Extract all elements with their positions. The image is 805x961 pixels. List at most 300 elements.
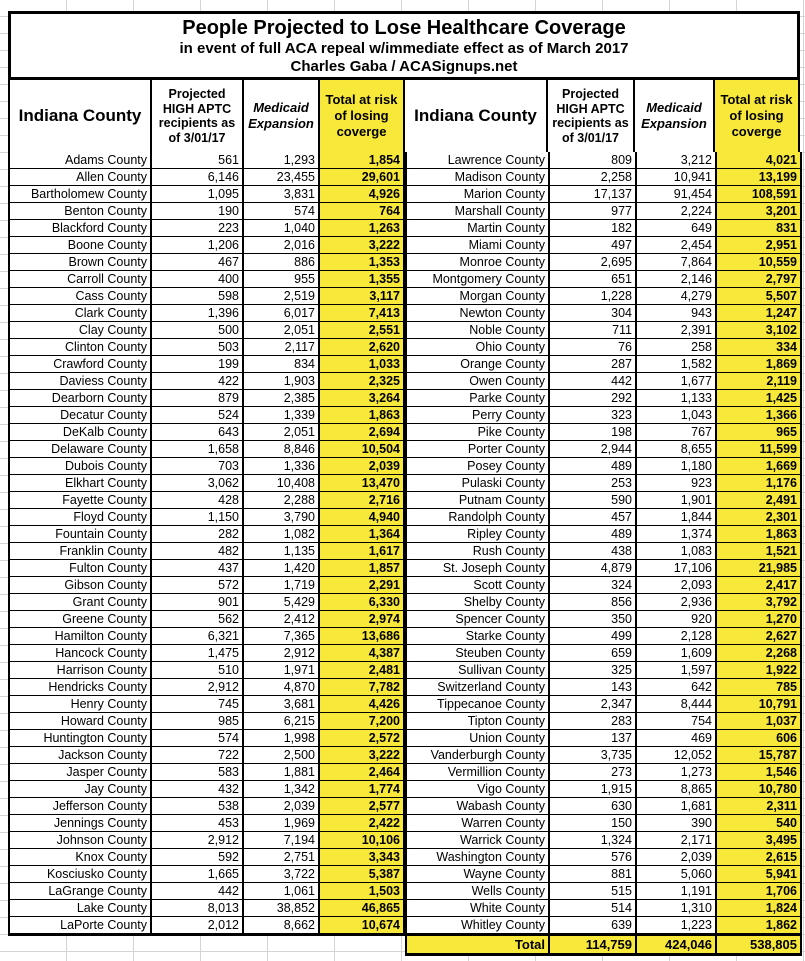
total-value-cell: 1,353 bbox=[320, 254, 405, 271]
total-value-cell: 4,926 bbox=[320, 186, 405, 203]
county-name-cell: Jasper County bbox=[10, 764, 152, 781]
aptc-value-cell: 879 bbox=[152, 390, 244, 407]
aptc-value-cell: 977 bbox=[550, 203, 637, 220]
aptc-value-cell: 2,258 bbox=[550, 169, 637, 186]
total-value-cell: 3,264 bbox=[320, 390, 405, 407]
medicaid-value-cell: 1,681 bbox=[637, 798, 717, 815]
medicaid-value-cell: 2,128 bbox=[637, 628, 717, 645]
medicaid-value-cell: 1,273 bbox=[637, 764, 717, 781]
county-name-cell: Switzerland County bbox=[407, 679, 550, 696]
aptc-value-cell: 292 bbox=[550, 390, 637, 407]
county-name-cell: Parke County bbox=[407, 390, 550, 407]
medicaid-value-cell: 574 bbox=[244, 203, 320, 220]
medicaid-value-cell: 955 bbox=[244, 271, 320, 288]
medicaid-value-cell: 1,133 bbox=[637, 390, 717, 407]
medicaid-value-cell: 1,043 bbox=[637, 407, 717, 424]
county-name-cell: Morgan County bbox=[407, 288, 550, 305]
county-name-cell: Cass County bbox=[10, 288, 152, 305]
medicaid-value-cell: 1,180 bbox=[637, 458, 717, 475]
aptc-value-cell: 273 bbox=[550, 764, 637, 781]
medicaid-value-cell: 1,040 bbox=[244, 220, 320, 237]
total-value-cell: 965 bbox=[717, 424, 802, 441]
county-name-cell: Bartholomew County bbox=[10, 186, 152, 203]
aptc-value-cell: 1,475 bbox=[152, 645, 244, 662]
aptc-value-cell: 639 bbox=[550, 917, 637, 934]
medicaid-value-cell: 8,865 bbox=[637, 781, 717, 798]
total-value-cell: 2,039 bbox=[320, 458, 405, 475]
county-name-cell: Whitley County bbox=[407, 917, 550, 934]
aptc-value-cell: 598 bbox=[152, 288, 244, 305]
total-value-cell: 764 bbox=[320, 203, 405, 220]
total-value-cell: 2,119 bbox=[717, 373, 802, 390]
table-title-block bbox=[8, 11, 800, 80]
header-aptc-left: Projected HIGH APTC recipients as of 3/01/17 bbox=[152, 80, 244, 152]
total-value-cell: 46,865 bbox=[320, 900, 405, 917]
total-value-cell: 7,200 bbox=[320, 713, 405, 730]
medicaid-value-cell: 649 bbox=[637, 220, 717, 237]
county-name-cell: Howard County bbox=[10, 713, 152, 730]
aptc-value-cell: 500 bbox=[152, 322, 244, 339]
total-row bbox=[405, 934, 802, 956]
total-value-cell: 3,201 bbox=[717, 203, 802, 220]
county-name-cell: Allen County bbox=[10, 169, 152, 186]
medicaid-value-cell: 2,454 bbox=[637, 237, 717, 254]
medicaid-value-cell: 1,901 bbox=[637, 492, 717, 509]
medicaid-value-cell: 2,391 bbox=[637, 322, 717, 339]
county-name-cell: Posey County bbox=[407, 458, 550, 475]
county-name-cell: Wabash County bbox=[407, 798, 550, 815]
medicaid-value-cell: 1,719 bbox=[244, 577, 320, 594]
aptc-value-cell: 76 bbox=[550, 339, 637, 356]
medicaid-value-cell: 642 bbox=[637, 679, 717, 696]
county-name-cell: Putnam County bbox=[407, 492, 550, 509]
aptc-value-cell: 592 bbox=[152, 849, 244, 866]
aptc-value-cell: 2,944 bbox=[550, 441, 637, 458]
county-name-cell: Hendricks County bbox=[10, 679, 152, 696]
medicaid-value-cell: 1,135 bbox=[244, 543, 320, 560]
aptc-value-cell: 1,324 bbox=[550, 832, 637, 849]
total-medicaid-cell: 424,046 bbox=[637, 936, 717, 953]
county-name-cell: Vanderburgh County bbox=[407, 747, 550, 764]
medicaid-value-cell: 2,224 bbox=[637, 203, 717, 220]
medicaid-value-cell: 1,342 bbox=[244, 781, 320, 798]
total-value-cell: 1,176 bbox=[717, 475, 802, 492]
total-value-cell: 108,591 bbox=[717, 186, 802, 203]
aptc-value-cell: 2,912 bbox=[152, 832, 244, 849]
medicaid-value-cell: 1,844 bbox=[637, 509, 717, 526]
county-name-cell: Crawford County bbox=[10, 356, 152, 373]
total-value-cell: 1,669 bbox=[717, 458, 802, 475]
medicaid-value-cell: 2,385 bbox=[244, 390, 320, 407]
county-name-cell: Ripley County bbox=[407, 526, 550, 543]
aptc-value-cell: 323 bbox=[550, 407, 637, 424]
medicaid-value-cell: 1,971 bbox=[244, 662, 320, 679]
county-name-cell: Clark County bbox=[10, 305, 152, 322]
total-value-cell: 13,199 bbox=[717, 169, 802, 186]
total-value-cell: 2,311 bbox=[717, 798, 802, 815]
aptc-value-cell: 324 bbox=[550, 577, 637, 594]
medicaid-value-cell: 258 bbox=[637, 339, 717, 356]
medicaid-value-cell: 1,336 bbox=[244, 458, 320, 475]
aptc-value-cell: 17,137 bbox=[550, 186, 637, 203]
medicaid-value-cell: 1,310 bbox=[637, 900, 717, 917]
total-value-cell: 1,546 bbox=[717, 764, 802, 781]
aptc-value-cell: 1,206 bbox=[152, 237, 244, 254]
county-name-cell: Starke County bbox=[407, 628, 550, 645]
total-value-cell: 2,694 bbox=[320, 424, 405, 441]
county-name-cell: Vermillion County bbox=[407, 764, 550, 781]
medicaid-value-cell: 2,051 bbox=[244, 322, 320, 339]
medicaid-value-cell: 1,881 bbox=[244, 764, 320, 781]
total-value-cell: 1,263 bbox=[320, 220, 405, 237]
header-medicaid-right: Medicaid Expansion bbox=[635, 80, 715, 152]
medicaid-value-cell: 2,171 bbox=[637, 832, 717, 849]
county-table-left bbox=[8, 152, 405, 936]
total-value-cell: 3,792 bbox=[717, 594, 802, 611]
aptc-value-cell: 2,012 bbox=[152, 917, 244, 934]
header-aptc-right: Projected HIGH APTC recipients as of 3/01/17 bbox=[548, 80, 635, 152]
total-value-cell: 2,797 bbox=[717, 271, 802, 288]
aptc-value-cell: 198 bbox=[550, 424, 637, 441]
county-name-cell: Daviess County bbox=[10, 373, 152, 390]
medicaid-value-cell: 1,582 bbox=[637, 356, 717, 373]
aptc-value-cell: 590 bbox=[550, 492, 637, 509]
total-value-cell: 2,291 bbox=[320, 577, 405, 594]
total-value-cell: 2,422 bbox=[320, 815, 405, 832]
aptc-value-cell: 985 bbox=[152, 713, 244, 730]
medicaid-value-cell: 2,051 bbox=[244, 424, 320, 441]
aptc-value-cell: 711 bbox=[550, 322, 637, 339]
aptc-value-cell: 4,879 bbox=[550, 560, 637, 577]
total-value-cell: 1,521 bbox=[717, 543, 802, 560]
medicaid-value-cell: 17,106 bbox=[637, 560, 717, 577]
medicaid-value-cell: 920 bbox=[637, 611, 717, 628]
medicaid-value-cell: 2,412 bbox=[244, 611, 320, 628]
county-name-cell: Greene County bbox=[10, 611, 152, 628]
total-value-cell: 1,364 bbox=[320, 526, 405, 543]
aptc-value-cell: 489 bbox=[550, 458, 637, 475]
county-name-cell: Gibson County bbox=[10, 577, 152, 594]
medicaid-value-cell: 1,998 bbox=[244, 730, 320, 747]
aptc-value-cell: 514 bbox=[550, 900, 637, 917]
aptc-value-cell: 1,228 bbox=[550, 288, 637, 305]
medicaid-value-cell: 767 bbox=[637, 424, 717, 441]
header-medicaid-left: Medicaid Expansion bbox=[244, 80, 320, 152]
medicaid-value-cell: 1,609 bbox=[637, 645, 717, 662]
county-name-cell: Lawrence County bbox=[407, 152, 550, 169]
county-name-cell: Decatur County bbox=[10, 407, 152, 424]
table-header-row bbox=[8, 80, 800, 154]
header-total-right: Total at risk of losing coverge bbox=[715, 80, 800, 152]
county-name-cell: Johnson County bbox=[10, 832, 152, 849]
aptc-value-cell: 199 bbox=[152, 356, 244, 373]
county-name-cell: Jennings County bbox=[10, 815, 152, 832]
medicaid-value-cell: 2,751 bbox=[244, 849, 320, 866]
county-name-cell: Rush County bbox=[407, 543, 550, 560]
total-value-cell: 1,503 bbox=[320, 883, 405, 900]
total-value-cell: 5,387 bbox=[320, 866, 405, 883]
county-name-cell: Newton County bbox=[407, 305, 550, 322]
total-value-cell: 1,862 bbox=[717, 917, 802, 934]
total-value-cell: 13,470 bbox=[320, 475, 405, 492]
county-name-cell: Union County bbox=[407, 730, 550, 747]
total-value-cell: 785 bbox=[717, 679, 802, 696]
county-name-cell: Jay County bbox=[10, 781, 152, 798]
aptc-value-cell: 8,013 bbox=[152, 900, 244, 917]
aptc-value-cell: 583 bbox=[152, 764, 244, 781]
total-value-cell: 2,572 bbox=[320, 730, 405, 747]
medicaid-value-cell: 1,597 bbox=[637, 662, 717, 679]
medicaid-value-cell: 754 bbox=[637, 713, 717, 730]
aptc-value-cell: 489 bbox=[550, 526, 637, 543]
total-value-cell: 1,824 bbox=[717, 900, 802, 917]
total-value-cell: 4,387 bbox=[320, 645, 405, 662]
medicaid-value-cell: 12,052 bbox=[637, 747, 717, 764]
county-name-cell: Vigo County bbox=[407, 781, 550, 798]
total-value-cell: 1,863 bbox=[717, 526, 802, 543]
medicaid-value-cell: 2,093 bbox=[637, 577, 717, 594]
total-value-cell: 1,033 bbox=[320, 356, 405, 373]
medicaid-value-cell: 1,339 bbox=[244, 407, 320, 424]
total-value-cell: 3,222 bbox=[320, 237, 405, 254]
aptc-value-cell: 630 bbox=[550, 798, 637, 815]
total-value-cell: 2,417 bbox=[717, 577, 802, 594]
medicaid-value-cell: 943 bbox=[637, 305, 717, 322]
county-name-cell: Sullivan County bbox=[407, 662, 550, 679]
medicaid-value-cell: 1,677 bbox=[637, 373, 717, 390]
county-name-cell: Tippecanoe County bbox=[407, 696, 550, 713]
county-name-cell: Warrick County bbox=[407, 832, 550, 849]
aptc-value-cell: 1,915 bbox=[550, 781, 637, 798]
county-name-cell: Wells County bbox=[407, 883, 550, 900]
aptc-value-cell: 2,912 bbox=[152, 679, 244, 696]
total-value-cell: 1,774 bbox=[320, 781, 405, 798]
medicaid-value-cell: 886 bbox=[244, 254, 320, 271]
county-name-cell: Noble County bbox=[407, 322, 550, 339]
medicaid-value-cell: 5,429 bbox=[244, 594, 320, 611]
aptc-value-cell: 137 bbox=[550, 730, 637, 747]
aptc-value-cell: 659 bbox=[550, 645, 637, 662]
medicaid-value-cell: 2,912 bbox=[244, 645, 320, 662]
county-name-cell: Adams County bbox=[10, 152, 152, 169]
county-name-cell: Dearborn County bbox=[10, 390, 152, 407]
county-name-cell: Shelby County bbox=[407, 594, 550, 611]
medicaid-value-cell: 834 bbox=[244, 356, 320, 373]
county-name-cell: DeKalb County bbox=[10, 424, 152, 441]
county-name-cell: Lake County bbox=[10, 900, 152, 917]
total-value-cell: 1,922 bbox=[717, 662, 802, 679]
county-name-cell: Washington County bbox=[407, 849, 550, 866]
total-value-cell: 2,974 bbox=[320, 611, 405, 628]
aptc-value-cell: 1,665 bbox=[152, 866, 244, 883]
total-value-cell: 1,869 bbox=[717, 356, 802, 373]
county-name-cell: Jackson County bbox=[10, 747, 152, 764]
total-value-cell: 1,270 bbox=[717, 611, 802, 628]
total-value-cell: 2,551 bbox=[320, 322, 405, 339]
county-name-cell: Dubois County bbox=[10, 458, 152, 475]
county-name-cell: Tipton County bbox=[407, 713, 550, 730]
aptc-value-cell: 182 bbox=[550, 220, 637, 237]
total-value-cell: 10,504 bbox=[320, 441, 405, 458]
aptc-value-cell: 453 bbox=[152, 815, 244, 832]
aptc-value-cell: 287 bbox=[550, 356, 637, 373]
medicaid-value-cell: 8,444 bbox=[637, 696, 717, 713]
county-name-cell: Steuben County bbox=[407, 645, 550, 662]
aptc-value-cell: 856 bbox=[550, 594, 637, 611]
aptc-value-cell: 1,150 bbox=[152, 509, 244, 526]
county-name-cell: Miami County bbox=[407, 237, 550, 254]
aptc-value-cell: 1,658 bbox=[152, 441, 244, 458]
total-value-cell: 4,940 bbox=[320, 509, 405, 526]
total-value-cell: 1,355 bbox=[320, 271, 405, 288]
county-table-right bbox=[405, 152, 802, 934]
medicaid-value-cell: 1,293 bbox=[244, 152, 320, 169]
medicaid-value-cell: 2,146 bbox=[637, 271, 717, 288]
medicaid-value-cell: 1,374 bbox=[637, 526, 717, 543]
medicaid-value-cell: 8,655 bbox=[637, 441, 717, 458]
aptc-value-cell: 809 bbox=[550, 152, 637, 169]
total-value-cell: 4,426 bbox=[320, 696, 405, 713]
medicaid-value-cell: 38,852 bbox=[244, 900, 320, 917]
aptc-value-cell: 223 bbox=[152, 220, 244, 237]
total-value-cell: 3,222 bbox=[320, 747, 405, 764]
medicaid-value-cell: 1,969 bbox=[244, 815, 320, 832]
aptc-value-cell: 2,695 bbox=[550, 254, 637, 271]
medicaid-value-cell: 923 bbox=[637, 475, 717, 492]
county-name-cell: Benton County bbox=[10, 203, 152, 220]
aptc-value-cell: 467 bbox=[152, 254, 244, 271]
county-name-cell: Clinton County bbox=[10, 339, 152, 356]
aptc-value-cell: 432 bbox=[152, 781, 244, 798]
county-name-cell: Scott County bbox=[407, 577, 550, 594]
county-name-cell: St. Joseph County bbox=[407, 560, 550, 577]
county-name-cell: Orange County bbox=[407, 356, 550, 373]
county-name-cell: Fountain County bbox=[10, 526, 152, 543]
aptc-value-cell: 350 bbox=[550, 611, 637, 628]
county-name-cell: Porter County bbox=[407, 441, 550, 458]
aptc-value-cell: 442 bbox=[550, 373, 637, 390]
aptc-value-cell: 304 bbox=[550, 305, 637, 322]
aptc-value-cell: 3,062 bbox=[152, 475, 244, 492]
aptc-value-cell: 561 bbox=[152, 152, 244, 169]
medicaid-value-cell: 1,223 bbox=[637, 917, 717, 934]
total-grand-cell: 538,805 bbox=[717, 936, 802, 953]
medicaid-value-cell: 2,039 bbox=[244, 798, 320, 815]
total-value-cell: 1,857 bbox=[320, 560, 405, 577]
aptc-value-cell: 442 bbox=[152, 883, 244, 900]
county-name-cell: Madison County bbox=[407, 169, 550, 186]
total-value-cell: 2,268 bbox=[717, 645, 802, 662]
medicaid-value-cell: 2,500 bbox=[244, 747, 320, 764]
header-county-right: Indiana County bbox=[405, 80, 548, 152]
total-value-cell: 2,464 bbox=[320, 764, 405, 781]
medicaid-value-cell: 7,194 bbox=[244, 832, 320, 849]
county-name-cell: Floyd County bbox=[10, 509, 152, 526]
total-value-cell: 4,021 bbox=[717, 152, 802, 169]
county-name-cell: Knox County bbox=[10, 849, 152, 866]
total-value-cell: 2,491 bbox=[717, 492, 802, 509]
total-value-cell: 1,366 bbox=[717, 407, 802, 424]
county-name-cell: Kosciusko County bbox=[10, 866, 152, 883]
county-name-cell: Marion County bbox=[407, 186, 550, 203]
total-value-cell: 2,716 bbox=[320, 492, 405, 509]
total-value-cell: 2,627 bbox=[717, 628, 802, 645]
aptc-value-cell: 499 bbox=[550, 628, 637, 645]
total-value-cell: 1,706 bbox=[717, 883, 802, 900]
total-value-cell: 1,863 bbox=[320, 407, 405, 424]
county-name-cell: Delaware County bbox=[10, 441, 152, 458]
county-name-cell: Spencer County bbox=[407, 611, 550, 628]
aptc-value-cell: 881 bbox=[550, 866, 637, 883]
county-name-cell: Blackford County bbox=[10, 220, 152, 237]
table-source: Charles Gaba / ACASignups.net bbox=[290, 57, 518, 75]
aptc-value-cell: 190 bbox=[152, 203, 244, 220]
total-value-cell: 5,941 bbox=[717, 866, 802, 883]
aptc-value-cell: 503 bbox=[152, 339, 244, 356]
aptc-value-cell: 1,396 bbox=[152, 305, 244, 322]
aptc-value-cell: 437 bbox=[152, 560, 244, 577]
aptc-value-cell: 703 bbox=[152, 458, 244, 475]
medicaid-value-cell: 8,662 bbox=[244, 917, 320, 934]
county-name-cell: Ohio County bbox=[407, 339, 550, 356]
county-name-cell: Randolph County bbox=[407, 509, 550, 526]
total-value-cell: 2,325 bbox=[320, 373, 405, 390]
aptc-value-cell: 400 bbox=[152, 271, 244, 288]
county-name-cell: Montgomery County bbox=[407, 271, 550, 288]
county-name-cell: Monroe County bbox=[407, 254, 550, 271]
county-name-cell: Clay County bbox=[10, 322, 152, 339]
total-value-cell: 1,247 bbox=[717, 305, 802, 322]
total-value-cell: 3,117 bbox=[320, 288, 405, 305]
medicaid-value-cell: 3,681 bbox=[244, 696, 320, 713]
total-value-cell: 2,615 bbox=[717, 849, 802, 866]
aptc-value-cell: 572 bbox=[152, 577, 244, 594]
county-name-cell: Warren County bbox=[407, 815, 550, 832]
medicaid-value-cell: 4,870 bbox=[244, 679, 320, 696]
medicaid-value-cell: 4,279 bbox=[637, 288, 717, 305]
medicaid-value-cell: 23,455 bbox=[244, 169, 320, 186]
aptc-value-cell: 143 bbox=[550, 679, 637, 696]
total-value-cell: 21,985 bbox=[717, 560, 802, 577]
header-county-left: Indiana County bbox=[10, 80, 152, 152]
medicaid-value-cell: 3,790 bbox=[244, 509, 320, 526]
medicaid-value-cell: 469 bbox=[637, 730, 717, 747]
total-value-cell: 10,791 bbox=[717, 696, 802, 713]
county-name-cell: Wayne County bbox=[407, 866, 550, 883]
aptc-value-cell: 325 bbox=[550, 662, 637, 679]
medicaid-value-cell: 6,017 bbox=[244, 305, 320, 322]
aptc-value-cell: 651 bbox=[550, 271, 637, 288]
county-name-cell: Pulaski County bbox=[407, 475, 550, 492]
aptc-value-cell: 562 bbox=[152, 611, 244, 628]
aptc-value-cell: 1,095 bbox=[152, 186, 244, 203]
medicaid-value-cell: 3,212 bbox=[637, 152, 717, 169]
medicaid-value-cell: 2,117 bbox=[244, 339, 320, 356]
county-name-cell: Hamilton County bbox=[10, 628, 152, 645]
total-value-cell: 334 bbox=[717, 339, 802, 356]
medicaid-value-cell: 6,215 bbox=[244, 713, 320, 730]
medicaid-value-cell: 1,420 bbox=[244, 560, 320, 577]
total-value-cell: 2,301 bbox=[717, 509, 802, 526]
aptc-value-cell: 576 bbox=[550, 849, 637, 866]
medicaid-value-cell: 2,519 bbox=[244, 288, 320, 305]
medicaid-value-cell: 7,365 bbox=[244, 628, 320, 645]
aptc-value-cell: 438 bbox=[550, 543, 637, 560]
medicaid-value-cell: 390 bbox=[637, 815, 717, 832]
total-value-cell: 1,854 bbox=[320, 152, 405, 169]
aptc-value-cell: 515 bbox=[550, 883, 637, 900]
total-aptc-cell: 114,759 bbox=[550, 936, 637, 953]
